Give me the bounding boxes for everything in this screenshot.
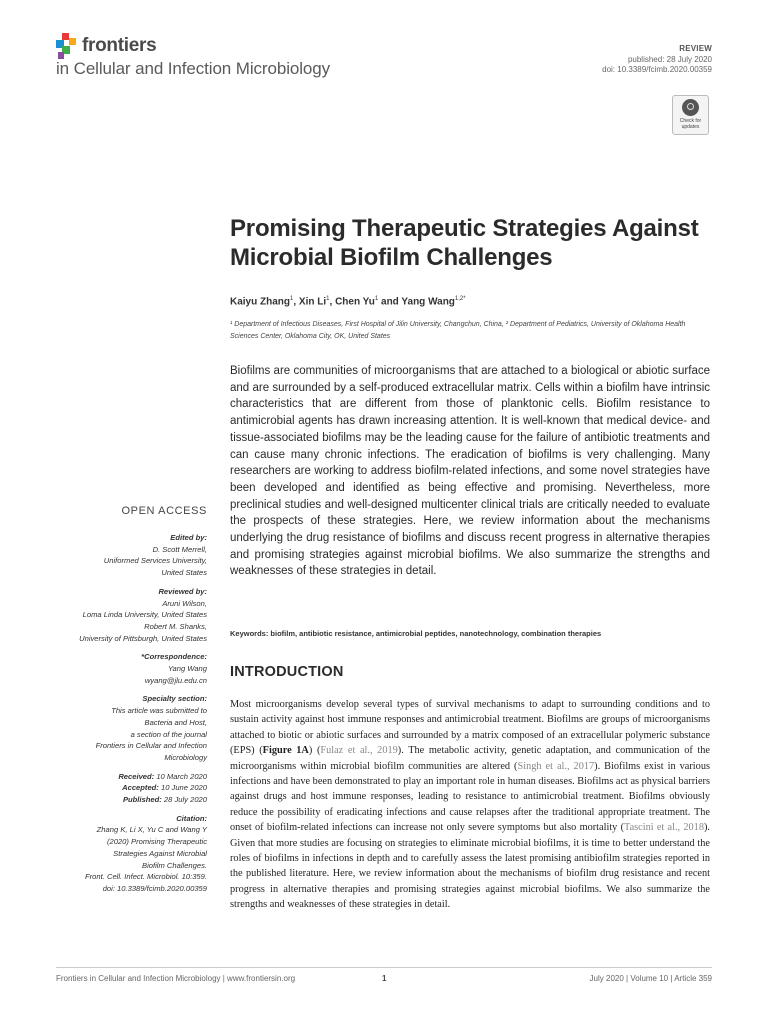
open-access-label: OPEN ACCESS [121, 505, 207, 517]
dates-section [56, 771, 207, 806]
citation-line: Zhang K, Li X, Yu C and Wang Y [96, 825, 207, 835]
specialty-label: Specialty section: [142, 694, 207, 704]
reviewer-line: University of Pittsburgh, United States [79, 633, 207, 643]
edited-by-section [56, 532, 207, 579]
specialty-line: a section of the journal [130, 729, 207, 739]
reviewed-by-section [56, 586, 207, 645]
citation-line: Strategies Against Microbial [113, 848, 207, 858]
specialty-line[interactable]: Bacteria and Host, [144, 717, 207, 727]
author-affiliation-marker: 1,2* [454, 296, 466, 302]
author-name[interactable]: Xin Li [298, 296, 327, 308]
author-name[interactable]: Chen Yu [335, 296, 375, 308]
citation-section [56, 813, 207, 895]
author-affiliation-marker: 1 [290, 296, 294, 302]
corresponding-email[interactable]: wyang@jlu.edu.cn [144, 675, 207, 685]
received-value: 10 March 2020 [156, 771, 207, 781]
citation-link[interactable]: Singh et al., 2017 [517, 760, 595, 772]
edited-by-label: Edited by: [170, 533, 207, 542]
citation-link[interactable]: Tascini et al., 2018 [624, 822, 704, 834]
citation-label: Citation: [176, 813, 207, 823]
author-list: Kaiyu Zhang$^1$, Xin Li$^1$, Chen Yu$^1$ and Yang Wang$^{1,2*}$ [230, 296, 466, 308]
reviewer-line: Loma Linda University, United States [82, 610, 207, 620]
introduction-body: Most microorganisms develop several types of survival mechanisms to adapt to surrounding conditions and to sustain activity against host immune responses and antimicrobial treatment. Biofilms are groups of microorganisms attached to biotic or abiotic surfaces and surrounded by a matrix composed of an extracellular polymeric substance (EPS) (Figure 1A) (Fulaz et al., 2019). The metabolic activity, genetic adaptation, and communication of the microorganisms within microbial biofilm communities are altered (Singh et al., 2017). Biofilms exist in various infections and have been demonstrated to play an important role in human diseases. Biofilms act as physical barriers against drugs and host immune responses, leading to resistance to antimicrobial treatment. Biofilms obviously reduce the possibility of eradicating infections and cause relapses after the traditional appropriate treatment. The onset of biofilm-related infections can increase not only severe symptoms but also mortality (Tascini et al., 2018). Given that more studies are focusing on strategies to eliminate microbial biofilms, it is time to better understand the roles of biofilms in infections in depth and to carefully assess the latest promising antibiofilm strategies reported in the published literature. Here, we review information about the mechanisms of biofilm drug resistance and recent progress in alternative therapies and promising strategies against microbial biofilms. We also summarize the strengths and weaknesses of these strategies in detail. [230, 699, 710, 911]
received-date [56, 771, 207, 783]
author-name[interactable]: Yang Wang [401, 296, 455, 308]
accepted-label: Accepted: [122, 783, 159, 793]
figure-reference[interactable]: Figure 1A [262, 745, 309, 757]
reviewer-line[interactable]: Robert M. Shanks, [144, 621, 207, 631]
specialty-line: This article was submitted to [111, 706, 207, 716]
editor-line: United States [161, 568, 207, 578]
footer-divider [56, 967, 712, 968]
check-updates-icon [682, 99, 699, 116]
check-updates-label: Check for updates [679, 118, 702, 130]
citation-line: Front. Cell. Infect. Microbiol. 10:359. [85, 872, 207, 882]
citation-doi[interactable]: doi: 10.3389/fcimb.2020.00359 [102, 883, 207, 893]
article-info-sidebar [56, 532, 207, 902]
footer-issue-info: July 2020 | Volume 10 | Article 359 [589, 974, 712, 983]
specialty-section [56, 693, 207, 763]
author-affiliation-marker: 1 [374, 296, 379, 302]
article-title: Promising Therapeutic Strategies Against Microbial Biofilm Challenges [230, 215, 699, 271]
published-label: Published: [122, 795, 162, 805]
introduction-heading: INTRODUCTION [230, 664, 344, 680]
correspondence-label: *Correspondence: [141, 652, 207, 662]
citation-link[interactable]: Fulaz et al., 2019 [320, 745, 398, 757]
reviewer-line[interactable]: Aruni Wilson, [162, 598, 207, 608]
editor-line: Uniformed Services University, [103, 556, 207, 566]
reviewed-by-label: Reviewed by: [158, 586, 207, 596]
check-for-updates-button[interactable] [672, 95, 709, 135]
editor-line[interactable]: D. Scott Merrell, [152, 544, 207, 554]
published-value: 28 July 2020 [163, 795, 207, 805]
citation-line: Biofilm Challenges. [142, 860, 207, 870]
journal-brand[interactable]: frontiers [82, 35, 157, 56]
affiliations: ¹ Department of Infectious Diseases, First Hospital of Jilin University, Changchun, China, ² Department of Pediatrics, University of Oklahoma Health Sciences Center, Oklahoma City, OK, United States [230, 321, 686, 340]
accepted-value: 10 June 2020 [160, 783, 207, 793]
frontiers-logo-icon [56, 33, 78, 59]
abstract: Biofilms are communities of microorganisms that are attached to a biological or abiotic surface and are surrounded by a self-produced extracellular matrix. Cells within a biofilm have intrinsic characteristics that are different from those of planktonic cells. Biofilm resistance to antimicrobial agents has drawn increasing attention. It is well-known that medical device- and tissue-associated biofilms may be the leading cause for the failure of antibiotic treatments and can cause many chronic infections. The eradication of biofilms is very challenging. Many researchers are working to address biofilm-related infections, and some novel strategies have been developed and identified as being effective and promising. Nevertheless, more preclinical studies and well-designed multicenter clinical trials are critically needed to evaluate the prospects of these strategies. Here, we review information about the mechanisms underlying the drug resistance of biofilms and discuss recent progress in alternative therapies and promising strategies against microbial biofilms. We also summarize the strengths and weaknesses of these strategies in detail. [230, 365, 710, 578]
published-date: published: 28 July 2020 [627, 55, 712, 64]
correspondence-section [56, 651, 207, 686]
citation-line: (2020) Promising Therapeutic [106, 837, 207, 847]
page-number: 1 [382, 974, 387, 983]
doi-link[interactable]: doi: 10.3389/fcimb.2020.00359 [602, 65, 712, 74]
keywords: Keywords: biofilm, antibiotic resistance, antimicrobial peptides, nanotechnology, combination therapies [230, 629, 602, 638]
corresponding-author[interactable]: Yang Wang [168, 664, 207, 674]
author-affiliation-marker: 1 [326, 296, 330, 302]
footer-journal-link[interactable]: Frontiers in Cellular and Infection Microbiology | www.frontiersin.org [56, 974, 296, 983]
article-type: REVIEW [679, 44, 712, 53]
received-label: Received: [118, 771, 155, 781]
author-name[interactable]: Kaiyu Zhang [230, 296, 291, 308]
specialty-line[interactable]: Microbiology [164, 752, 207, 762]
published-date-sidebar [56, 794, 207, 806]
journal-name[interactable]: in Cellular and Infection Microbiology [56, 59, 331, 78]
accepted-date [56, 782, 207, 794]
specialty-line[interactable]: Frontiers in Cellular and Infection [95, 741, 207, 751]
